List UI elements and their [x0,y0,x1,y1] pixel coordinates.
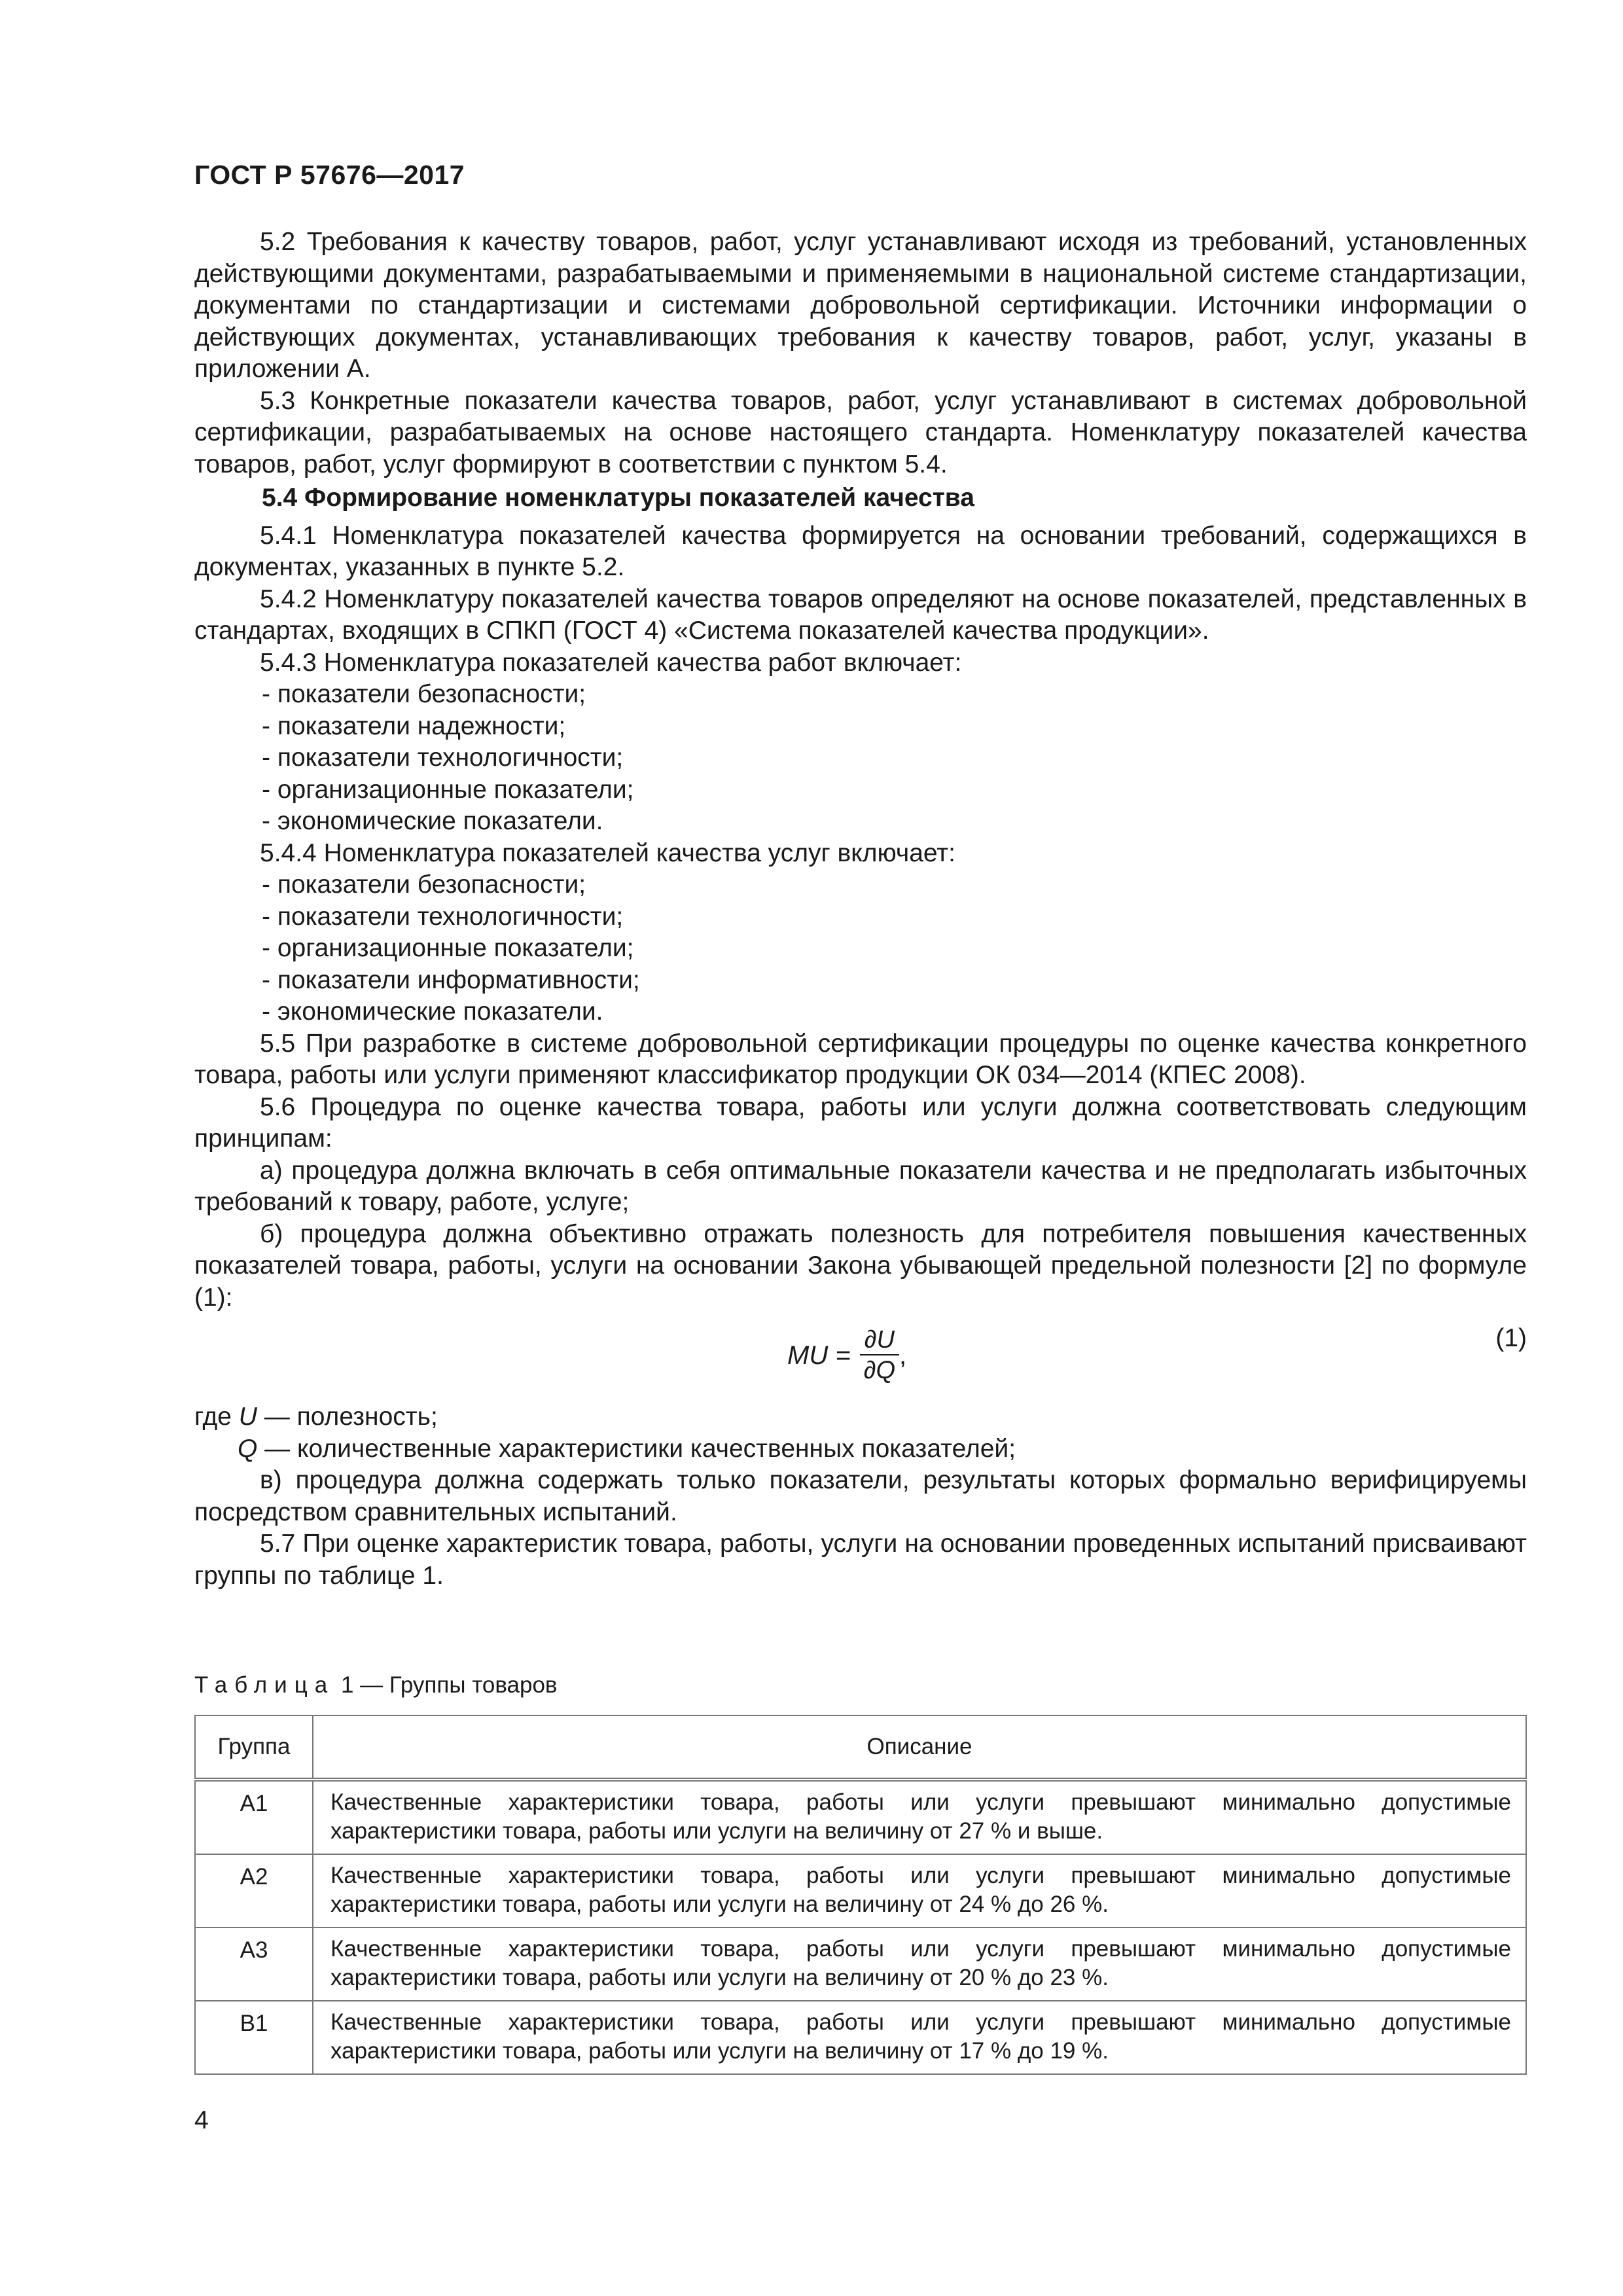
table-row [195,1854,1526,1928]
column-header-group: Группа [195,1715,313,1780]
paragraph-5-4-2: 5.4.2 Номенклатуру показателей качества товаров определяют на основе показателей, представленных в стандартах, входящих в СПКП (ГОСТ 4) «Система показателей качества продукции». [194,584,1527,645]
formula-number: (1) [1495,1324,1527,1352]
formula-comma: , [899,1340,907,1370]
page-number: 4 [194,2106,209,2134]
paragraph-5-3: 5.3 Конкретные показатели качества товаров, работ, услуг устанавливают в системах добровольной сертификации, разрабатываемых на основе настоящего стандарта. Номенклатуру показателей качества товаров, работ, услуг формируют в соответствии с пунктом 5.4. [194,386,1527,478]
paragraph-5-2: 5.2 Требования к качеству товаров, работ, услуг устанавливают исходя из требований, установленных действующими документами, разрабатываемыми и применяемыми в национальной системе стандартизации, документами по стандартизации и системами добровольной сертификации. Источники информации о действующих документах, устанавливающих требования к качеству товаров, работ, услуг, указаны в приложении А. [194,228,1527,383]
group-cell: А2 [195,1854,313,1928]
where-q-text: — количественные характеристики качественных показателей; [257,1434,1016,1463]
table-row [195,2001,1526,2074]
table-caption [194,1672,558,1698]
formula-fraction [860,1325,899,1386]
table-caption-word: Таблица [194,1672,335,1698]
description-cell: Качественные характеристики товара, работы или услуги превышают минимально допустимые характеристики товара, работы или услуги на величину от 20 % до 23 %. [313,1928,1526,2001]
description-cell: Качественные характеристики товара, работы или услуги превышают минимально допустимые характеристики товара, работы или услуги на величину от 24 % до 26 %. [313,1854,1526,1928]
formula [787,1325,906,1386]
table-row [195,1780,1526,1854]
formula-lhs: MU = [787,1340,851,1370]
list-item: - экономические показатели. [194,996,1527,1028]
symbol-q: Q [238,1434,258,1463]
list-item: - показатели надежности; [194,711,1527,743]
list-item: - показатели безопасности; [194,679,1527,711]
where-q-line [194,1433,1527,1465]
formula-block [194,1318,1527,1395]
list-item: - показатели информативности; [194,965,1527,997]
formula-denominator: ∂Q [860,1354,899,1386]
group-cell: В1 [195,2001,313,2074]
group-cell: А1 [195,1780,313,1854]
list-item: - показатели технологичности; [194,742,1527,774]
paragraph-5-4-3: 5.4.3 Номенклатура показателей качества работ включает: [260,648,962,677]
table-caption-rest: 1 — Группы товаров [334,1672,558,1698]
column-header-description: Описание [313,1715,1526,1780]
description-cell: Качественные характеристики товара, работы или услуги превышают минимально допустимые характеристики товара, работы или услуги на величину от 17 % до 19 %. [313,2001,1526,2074]
paragraph-5-4-1: 5.4.1 Номенклатура показателей качества формируется на основании требований, содержащихся в документах, указанных в пункте 5.2. [194,521,1527,581]
list-item: - показатели безопасности; [194,869,1527,901]
symbol-u: U [238,1403,257,1431]
paragraph-5-6-b: б) процедура должна объективно отражать полезность для потребителя повышения качественных показателей товара, работы, услуги на основании Закона убывающей предельной полезности [2] по формуле (1): [194,1219,1527,1312]
list-item: - экономические показатели. [194,806,1527,838]
list-item: - показатели технологичности; [194,901,1527,933]
groups-table [194,1715,1527,2075]
description-cell: Качественные характеристики товара, работы или услуги превышают минимально допустимые характеристики товара, работы или услуги на величину от 27 % и выше. [313,1780,1526,1854]
paragraph-5-7: 5.7 При оценке характеристик товара, работы, услуги на основании проведенных испытаний присваивают группы по таблице 1. [194,1530,1527,1590]
table-row [195,1928,1526,2001]
where-u-line [194,1401,1527,1433]
paragraph-5-4-4: 5.4.4 Номенклатура показателей качества услуг включает: [260,838,955,867]
paragraph-5-6-v: в) процедура должна содержать только показатели, результаты которых формально верифицируемы посредством сравнительных испытаний. [194,1466,1527,1526]
list-item: - организационные показатели; [194,933,1527,965]
where-u-text: — полезность; [257,1403,438,1431]
formula-numerator: ∂U [864,1326,895,1354]
table-header-row [195,1715,1526,1780]
where-prefix: где [194,1403,239,1431]
group-cell: А3 [195,1928,313,2001]
paragraph-5-6: 5.6 Процедура по оценке качества товара, работы или услуги должна соответствовать следующим принципам: [194,1092,1527,1153]
document-header: ГОСТ Р 57676—2017 [194,160,465,190]
list-item: - организационные показатели; [194,774,1527,806]
paragraph-5-5: 5.5 При разработке в системе добровольной сертификации процедуры по оценке качества конкретного товара, работы или услуги применяют классификатор продукции ОК 034—2014 (КПЕС 2008). [194,1029,1527,1089]
paragraph-5-6-a: а) процедура должна включать в себя оптимальные показатели качества и не предполагать избыточных требований к товару, работе, услуге; [194,1156,1527,1216]
document-body [194,226,1527,1592]
section-heading-5-4: 5.4 Формирование номенклатуры показателей качества [262,484,974,512]
